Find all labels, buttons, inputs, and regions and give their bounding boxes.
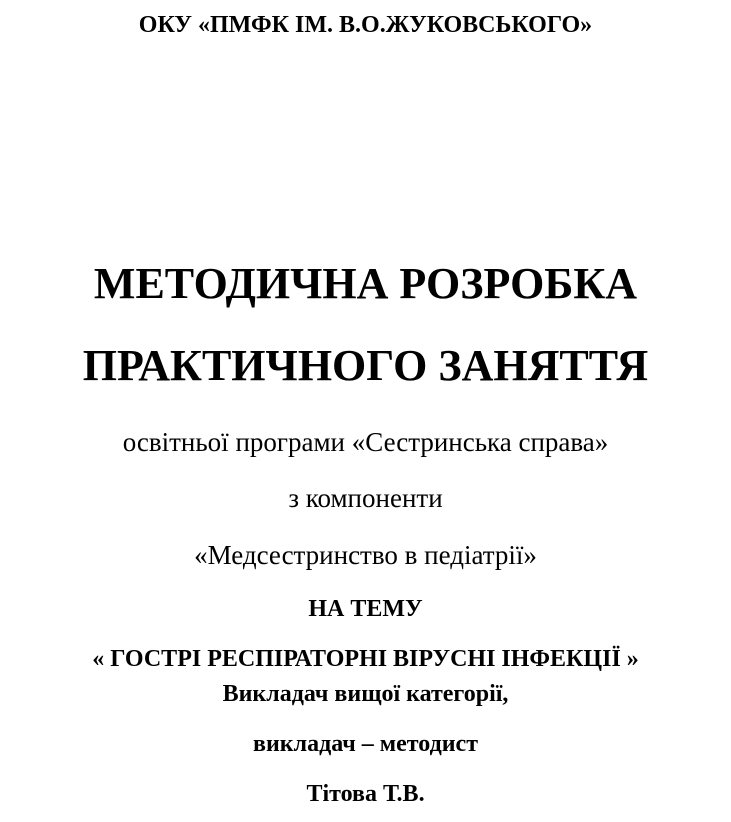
- program-line-1: освітньої програми «Сестринська справа»: [122, 427, 609, 457]
- author-position-1: Викладач вищої категорії,: [222, 681, 509, 707]
- institution-name: ОКУ «ПМФК ІМ. В.О.ЖУКОВСЬКОГО»: [138, 12, 593, 38]
- document-title-line-2: ПРАКТИЧНОГО ЗАНЯТТЯ: [82, 341, 649, 390]
- program-line-3: «Медсестринство в педіатрії»: [194, 540, 537, 570]
- theme-topic: « ГОСТРІ РЕСПІРАТОРНІ ВІРУСНІ ІНФЕКЦІЇ »: [92, 646, 639, 672]
- author-name: Тітова Т.В.: [306, 781, 425, 807]
- document-title-line-1: МЕТОДИЧНА РОЗРОБКА: [93, 259, 638, 308]
- program-line-2: з компоненти: [288, 483, 443, 513]
- theme-label: НА ТЕМУ: [308, 596, 423, 622]
- author-position-2: викладач – методист: [253, 731, 478, 757]
